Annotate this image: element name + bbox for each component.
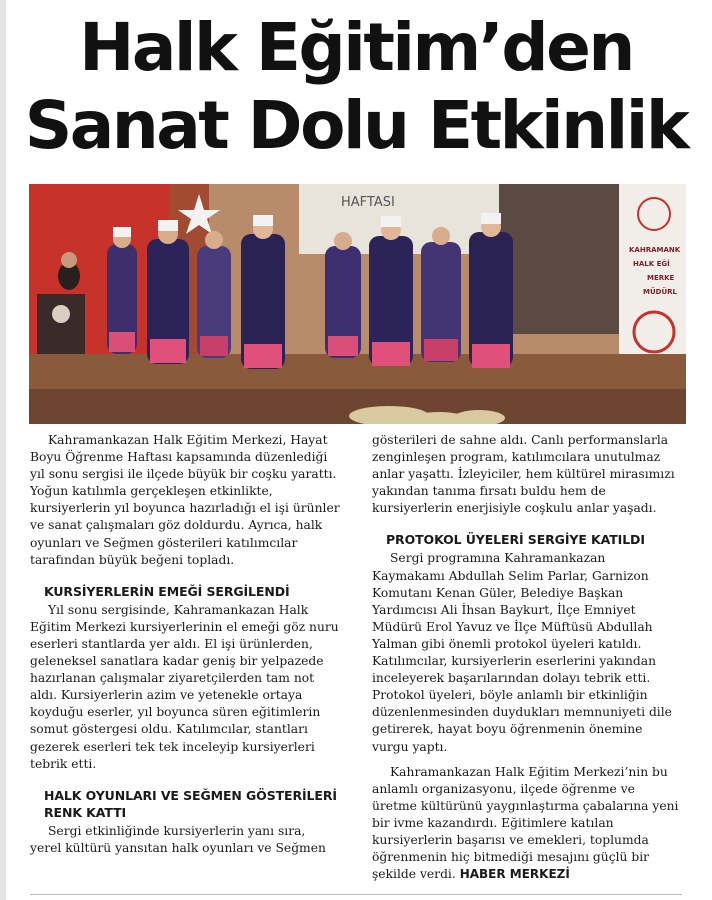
sign-line-2: HALK EĞİ [633,260,670,268]
paragraph: Sergi etkinliğinde kursiyerlerin yanı sıra, yerel kültürü yansıtan halk oyunları ve Seğmen [30,823,326,855]
paragraph: gösterileri de sahne aldı. Canlı performanslarla zenginleşen program, katılımcılara unutulmaz anlar yaşattı. İzleyiciler, hem kültürel mirasımızı yakından tanıma fırsatı buldu hem de kursiyerlerin enerjisiyle coşkulu anlar yaşadı. [372,433,675,516]
sign-line-4: MÜDÜRL [643,288,677,296]
paragraph: Kahramankazan Halk Eğitim Merkezi, Hayat Boyu Öğrenme Haftası kapsamında düzenlediği yıl sonu sergisi ile ilçede büyük bir coşku yarattı. Yoğun katılımla gerçekleşen etkinlikte, kursiyerlerin yıl boyunca hazırladığı el işi ürünler ve sanat çalışmaları göz doldurdu. Ayrıca, halk oyunları ve Seğmen gösterileri katılımcılar tarafından büyük beğeni topladı. [30,433,340,567]
banner-text: HAFTASI [341,195,395,210]
news-photo [29,184,686,424]
sign-line-1: KAHRAMANK [629,246,681,254]
byline: HABER MERKEZİ [459,867,570,882]
bottom-rule [30,894,682,895]
article-column-left [30,432,340,857]
paragraph: Sergi programına Kahramankazan Kaymakamı Abdullah Selim Parlar, Garnizon Komutanı Kenan Güler, Belediye Başkan Yardımcısı Ali İhsan Baykurt, İlçe Emniyet Müdürü Erol Yavuz ve İlçe Müftüsü Abdullah Yalman gibi önemli protokol üyeleri katıldı. Katılımcılar, kursiyerlerin eserlerini yakından inceleyerek başarılarından dolayı tebrik etti. Protokol üyeleri, böyle anlamlı bir etkinliğin düzenlenmesinden duydukları memnuniyeti dile getirerek, hayat boyu öğrenmenin önemine vurgu yaptı. [372,551,672,754]
paragraph-closing [372,764,682,884]
article-column-right [372,432,682,883]
closing-text: Kahramankazan Halk Eğitim Merkezi’nin bu anlamlı organizasyonu, ilçede öğrenme ve üretme kültürünü yaygınlaştırma çabalarına yeni bir ivme kazandırdı. Eğitimlere katılan kursiyerlerin başarısı ve emekleri, toplumda öğrenmenin hiç bitmediği mesajını güçlü bir şekilde verdi. [372,764,679,882]
subheading: HALK OYUNLARI VE SEĞMEN GÖSTERİLERİ RENK KATTI [44,787,337,820]
headline-line-1: Halk Eğitim’den [79,9,633,86]
sign-line-3: MERKE [647,274,675,282]
paragraph: Yıl sonu sergisinde, Kahramankazan Halk Eğitim Merkezi kursiyerlerinin el emeği göz nuru eserleri stantlarda yer aldı. El işi ürünlerden, geleneksel sanatlara kadar geniş bir yelpazede hazırlanan çalışmalar ziyaretçilerden tam not aldı. Kursiyerlerin azim ve yetenekle ortaya koyduğu eserler, yıl boyunca süren eğitimlerin somut göstergesi oldu. Katılımcılar, stantları gezerek eserleri tek tek inceleyip kursiyerleri tebrik etti. [30,602,339,771]
subheading: KURSİYERLERİN EMEĞİ SERGİLENDİ [44,583,290,599]
subheading: PROTOKOL ÜYELERİ SERGİYE KATILDI [386,532,645,548]
headline-line-2: Sanat Dolu Etkinlik [24,87,688,164]
